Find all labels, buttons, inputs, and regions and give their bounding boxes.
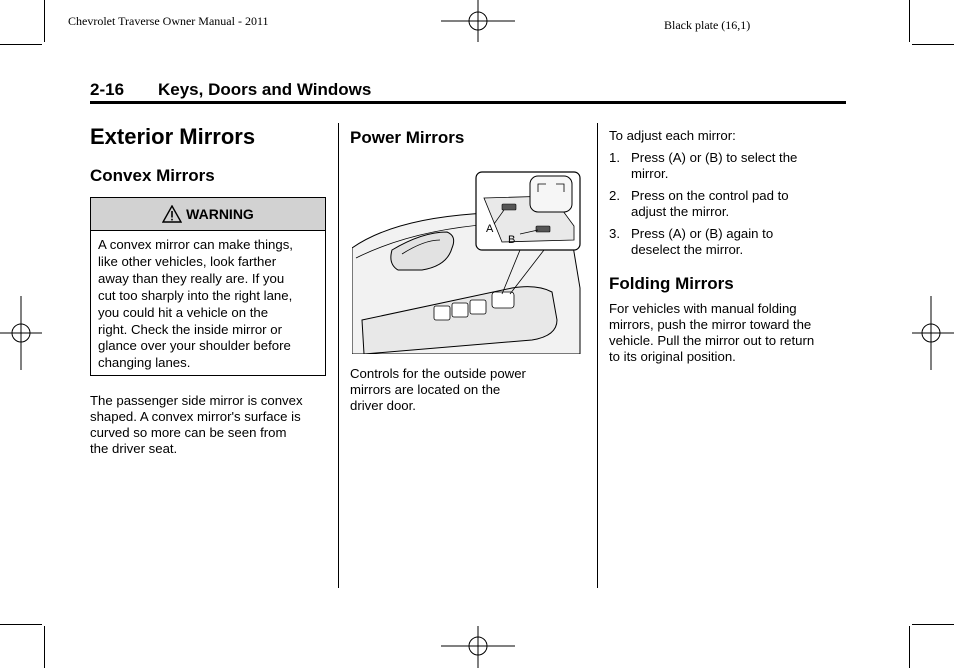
step-item [609,226,849,258]
body-paragraph [609,301,849,365]
warning-line: A convex mirror can make things, [98,237,293,252]
body-paragraph [90,393,335,457]
step-item [609,150,849,182]
paragraph-line: shaped. A convex mirror's surface is [90,409,301,424]
crop-mark [0,624,42,625]
paragraph-line: to its original position. [609,349,736,364]
crop-mark [912,44,954,45]
subsection-heading: Convex Mirrors [90,166,215,185]
paragraph-line: the driver seat. [90,441,178,456]
paragraph-line: The passenger side mirror is convex [90,393,303,408]
paragraph-line: vehicle. Pull the mirror out to return [609,333,815,348]
section-title: Keys, Doors and Windows [158,80,372,99]
warning-line: like other vehicles, look farther [98,253,277,269]
page-number: 2-16 [90,80,125,99]
mirror-select-b [536,226,550,232]
door-controls-illustration [352,170,582,354]
crop-mark [909,626,910,668]
page-title: Exterior Mirrors [90,124,256,149]
window-switch [452,303,468,317]
crop-mark [0,44,42,45]
window-switch [470,300,486,314]
step-item [609,188,849,220]
registration-mark-left [0,296,44,370]
caption-line: driver door. [350,398,416,413]
warning-label: WARNING [186,206,254,222]
crop-mark [44,0,45,42]
warning-line: right. Check the inside mirror or [98,321,282,337]
callout-b: B [508,234,516,246]
warning-box [90,197,326,376]
paragraph-line: curved so more can be seen from [90,425,287,440]
registration-mark-bottom [441,624,515,668]
plate-label: Black plate (16,1) [664,18,751,32]
step-number: 1. [609,150,620,165]
section-heading: Folding Mirrors [609,274,734,293]
warning-line: away than they really are. If you [98,270,285,286]
manual-title: Chevrolet Traverse Owner Manual - 2011 [68,14,269,28]
crop-mark [909,0,910,42]
section-heading: Power Mirrors [350,128,465,147]
step-line: Press on the control pad to [631,188,789,203]
registration-mark-top [441,0,515,44]
caption-line: mirrors are located on the [350,382,501,397]
mirror-control-pad [530,176,572,212]
figure-caption [350,366,590,414]
crop-mark [912,624,954,625]
warning-icon [162,205,182,223]
warning-line: cut too sharply into the right lane, [98,287,293,303]
warning-line: glance over your shoulder before [98,338,291,354]
warning-header [91,198,325,231]
warning-line: changing lanes. [98,355,191,371]
callout-a: A [486,223,494,235]
column-divider [338,123,339,588]
step-line: Press (A) or (B) to select the [631,150,798,165]
mirror-select-a [502,204,516,210]
warning-line: you could hit a vehicle on the [98,304,269,320]
column-divider [597,123,598,588]
step-line: Press (A) or (B) again to [631,226,774,241]
section-rule [90,101,846,104]
warning-text [91,231,325,372]
crop-mark [44,626,45,668]
step-line: adjust the mirror. [631,204,730,219]
steps-list [609,150,849,264]
caption-line: Controls for the outside power [350,366,526,381]
step-number: 2. [609,188,620,203]
window-switch [434,306,450,320]
paragraph-line: mirrors, push the mirror toward the [609,317,812,332]
steps-intro: To adjust each mirror: [609,128,736,143]
mirror-control-small [492,292,514,308]
step-line: deselect the mirror. [631,242,744,257]
step-line: mirror. [631,166,669,181]
paragraph-line: For vehicles with manual folding [609,301,797,316]
registration-mark-right [910,296,954,370]
section-header [90,80,846,100]
step-number: 3. [609,226,620,241]
